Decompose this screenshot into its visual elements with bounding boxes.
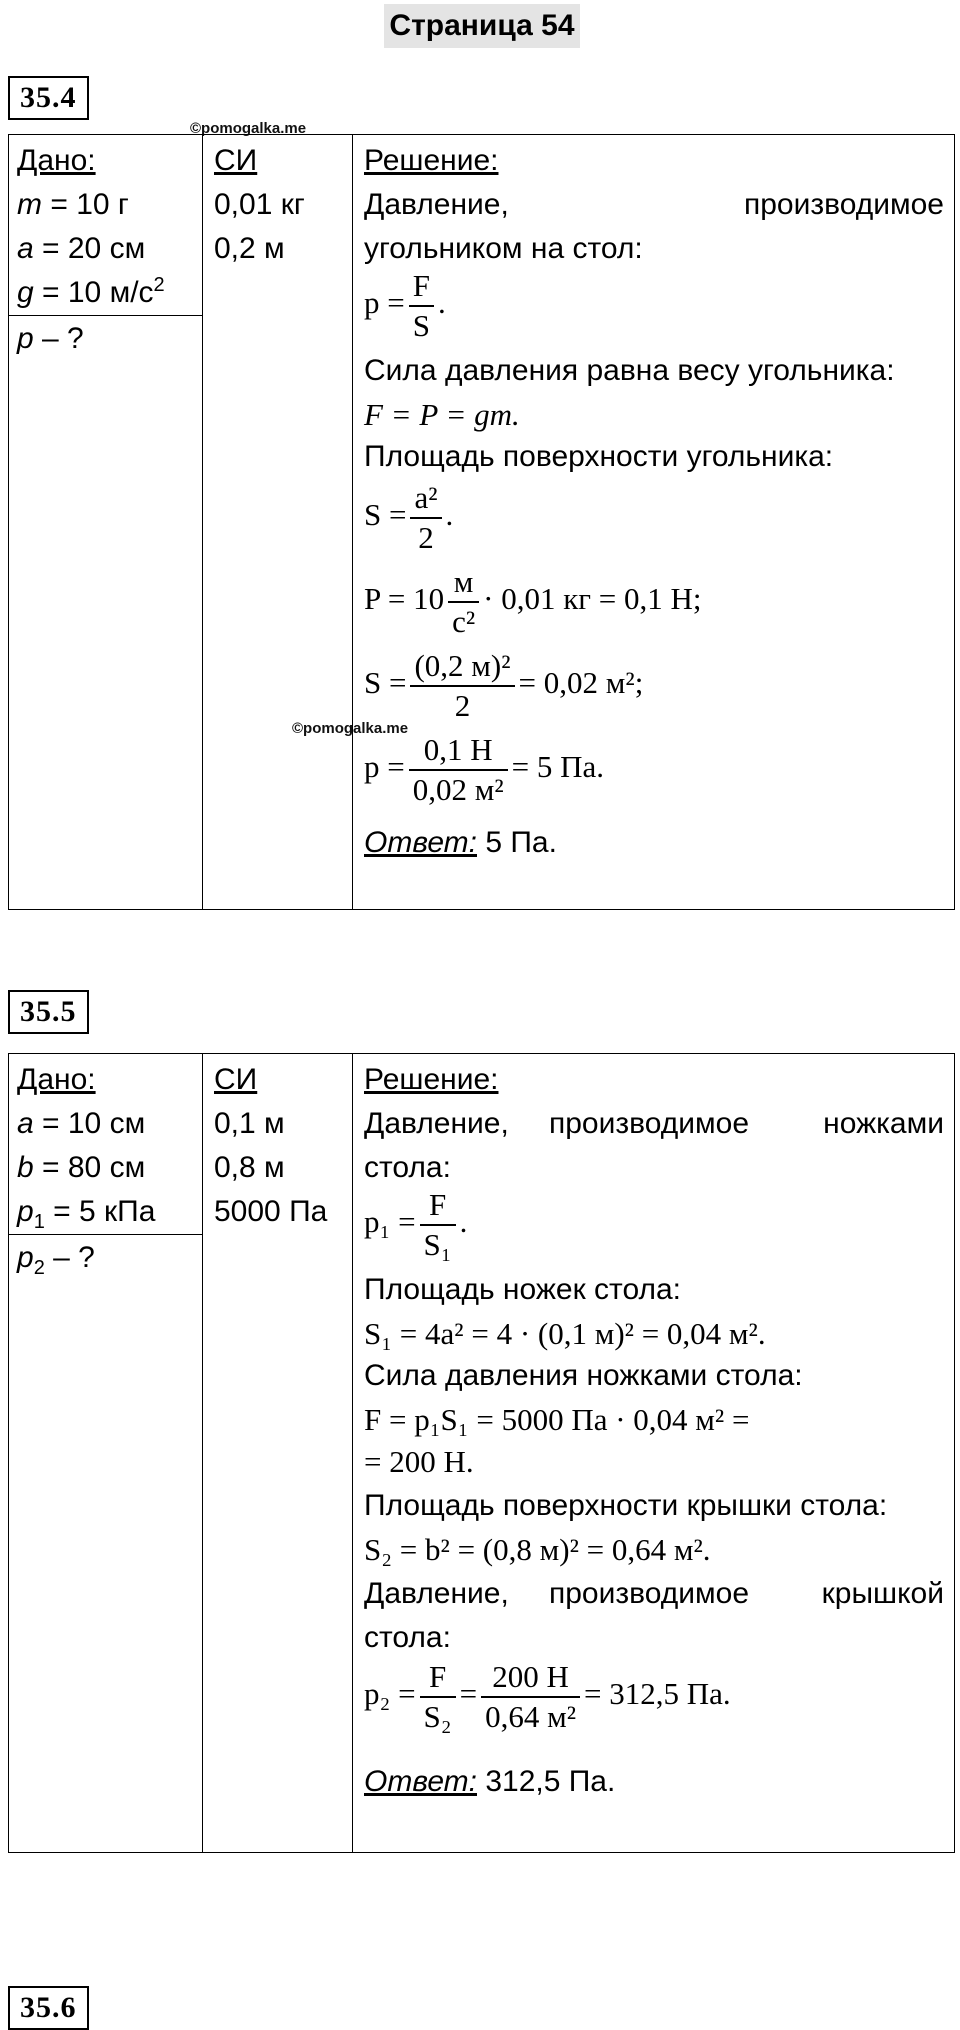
formula-pressure-calc: p = $\frac{0,1 Н}{\text{0,02 м²}}$ = 5 Па. [364,732,605,807]
formula-top-area: S₂ = b² = (0,8 м)² = 0,64 м². [364,1532,711,1567]
solution-text: Давление, производимое [364,188,944,221]
find-pressure: p – ? [17,322,84,355]
formula-pressure-def: p = $\frac{F}{S}$ . [364,268,446,343]
column-divider [202,135,203,909]
solution-text: Давление, производимое крышкой [364,1577,944,1610]
given-pressure-1: $p_1 = 5$ кПа [17,1195,156,1233]
column-divider [352,1054,353,1852]
si-value: 0,8 м [214,1151,285,1184]
solution-text: Сила давления ножками стола: [364,1359,803,1392]
solution-text: Давление, производимое ножками [364,1107,944,1140]
solution-text: Площадь ножек стола: [364,1273,682,1306]
given-divider [9,315,202,316]
given-header: Дано: [17,1063,96,1096]
watermark: ©pomogalka.me [190,120,307,137]
problem-number-35-5: 35.5 [8,990,89,1034]
answer: Ответ: 5 Па. [364,826,557,859]
formula-pressure-1-def: p₁ = $\frac{F}{\text{S₁}}$ . [364,1187,468,1262]
solution-text: Площадь поверхности крышки стола: [364,1489,888,1522]
column-divider [352,135,353,909]
si-value: 0,2 м [214,232,285,265]
solution-text: Сила давления равна весу угольника: [364,354,895,387]
solution-header: Решение: [364,1063,499,1096]
problem-35-4-table [8,134,955,910]
si-value: 5000 Па [214,1195,328,1228]
page-title: Страница 54 [384,4,580,48]
solution-text: стола: [364,1151,451,1184]
si-header: СИ [214,144,258,177]
formula-force-result: = 200 Н. [364,1444,474,1479]
problem-number-35-6: 35.6 [8,1986,89,2030]
given-divider [9,1234,202,1235]
find-pressure-2: $p_2$ – ? [17,1241,95,1279]
solution-text: стола: [364,1621,451,1654]
given-mass: m = 10 г [17,188,129,221]
solution-header: Решение: [364,144,499,177]
solution-text: угольником на стол: [364,232,643,265]
column-divider [202,1054,203,1852]
given-top-side: b = 80 см [17,1151,146,1184]
problem-35-5-table [8,1053,955,1853]
formula-force-calc: F = p₁S₁ = 5000 Па · 0,04 м² = [364,1402,750,1437]
si-value: 0,01 кг [214,188,305,221]
formula-area-def: S = $\frac{\text{a²}}{2}$ . [364,480,454,555]
given-side: a = 20 см [17,232,146,265]
si-header: СИ [214,1063,258,1096]
problem-number-35-4: 35.4 [8,76,89,120]
formula-area-calc: S = $\frac{\text{(0,2 м)²}}{2}$ = 0,02 м²; [364,648,644,723]
given-header: Дано: [17,144,96,177]
answer: Ответ: 312,5 Па. [364,1765,616,1798]
watermark: ©pomogalka.me [292,720,409,737]
solution-text: Площадь поверхности угольника: [364,440,834,473]
given-leg-side: a = 10 см [17,1107,146,1140]
given-gravity: g = 10 $м/с^2$ [17,274,165,309]
formula-force: F = P = gm. [364,397,520,432]
formula-weight-calc: P = 10 $\frac{м}{\text{с²}}$ · 0,01 кг = 0,1 Н; [364,564,702,639]
si-value: 0,1 м [214,1107,285,1140]
formula-legs-area: S₁ = 4a² = 4 · (0,1 м)² = 0,04 м². [364,1316,766,1351]
formula-pressure-2-calc: p₂ = $\frac{F}{\text{S₂}}$ = $\frac{200 Н}{\text{0,64 м²}}$ = 312,5 Па. [364,1659,731,1734]
